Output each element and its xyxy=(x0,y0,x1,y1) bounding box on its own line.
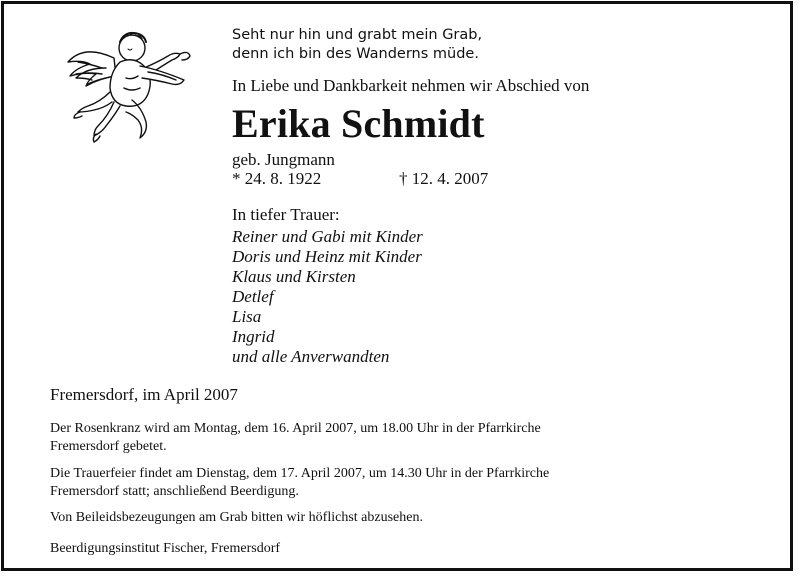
mourner-name: Reiner und Gabi mit Kinder xyxy=(232,227,423,246)
mourner-name: Detlef xyxy=(232,287,274,306)
maiden-name: geb. Jungmann xyxy=(232,150,335,169)
mourners-list xyxy=(232,227,423,367)
death-date: † 12. 4. 2007 xyxy=(399,169,489,188)
rosary-line-2: Fremersdorf gebetet. xyxy=(50,439,167,454)
mourner-name: Ingrid xyxy=(232,327,275,346)
place-date: Fremersdorf, im April 2007 xyxy=(50,385,238,404)
funeral-line-2: Fremersdorf statt; anschließend Beerdigung. xyxy=(50,484,299,499)
mourner-name: Lisa xyxy=(232,307,262,326)
motto-line-2: denn ich bin des Wanderns müde. xyxy=(232,46,479,62)
mourner-name: Klaus und Kirsten xyxy=(232,267,356,286)
mourner-name: und alle Anverwandten xyxy=(232,347,390,366)
undertaker-credit: Beerdigungsinstitut Fischer, Fremersdorf xyxy=(50,541,281,556)
obituary-notice xyxy=(1,1,793,571)
deceased-name: Erika Schmidt xyxy=(232,101,485,146)
mourning-heading: In tiefer Trauer: xyxy=(232,205,340,224)
birth-date: * 24. 8. 1922 xyxy=(232,169,322,188)
condolences-notice: Von Beileidsbezeugungen am Grab bitten wir höflichst abzusehen. xyxy=(50,510,423,525)
funeral-notice xyxy=(50,465,750,501)
motto-verse xyxy=(232,26,482,64)
intro-text: In Liebe und Dankbarkeit nehmen wir Abschied von xyxy=(232,76,590,95)
rosary-notice xyxy=(50,420,750,456)
mourner-name: Doris und Heinz mit Kinder xyxy=(232,247,422,266)
funeral-line-1: Die Trauerfeier findet am Dienstag, dem 17. April 2007, um 14.30 Uhr in der Pfarrkirche xyxy=(50,466,550,481)
motto-line-1: Seht nur hin und grabt mein Grab, xyxy=(232,27,483,43)
cherub-angel-icon xyxy=(44,22,204,152)
rosary-line-1: Der Rosenkranz wird am Montag, dem 16. April 2007, um 18.00 Uhr in der Pfarrkirche xyxy=(50,421,541,436)
